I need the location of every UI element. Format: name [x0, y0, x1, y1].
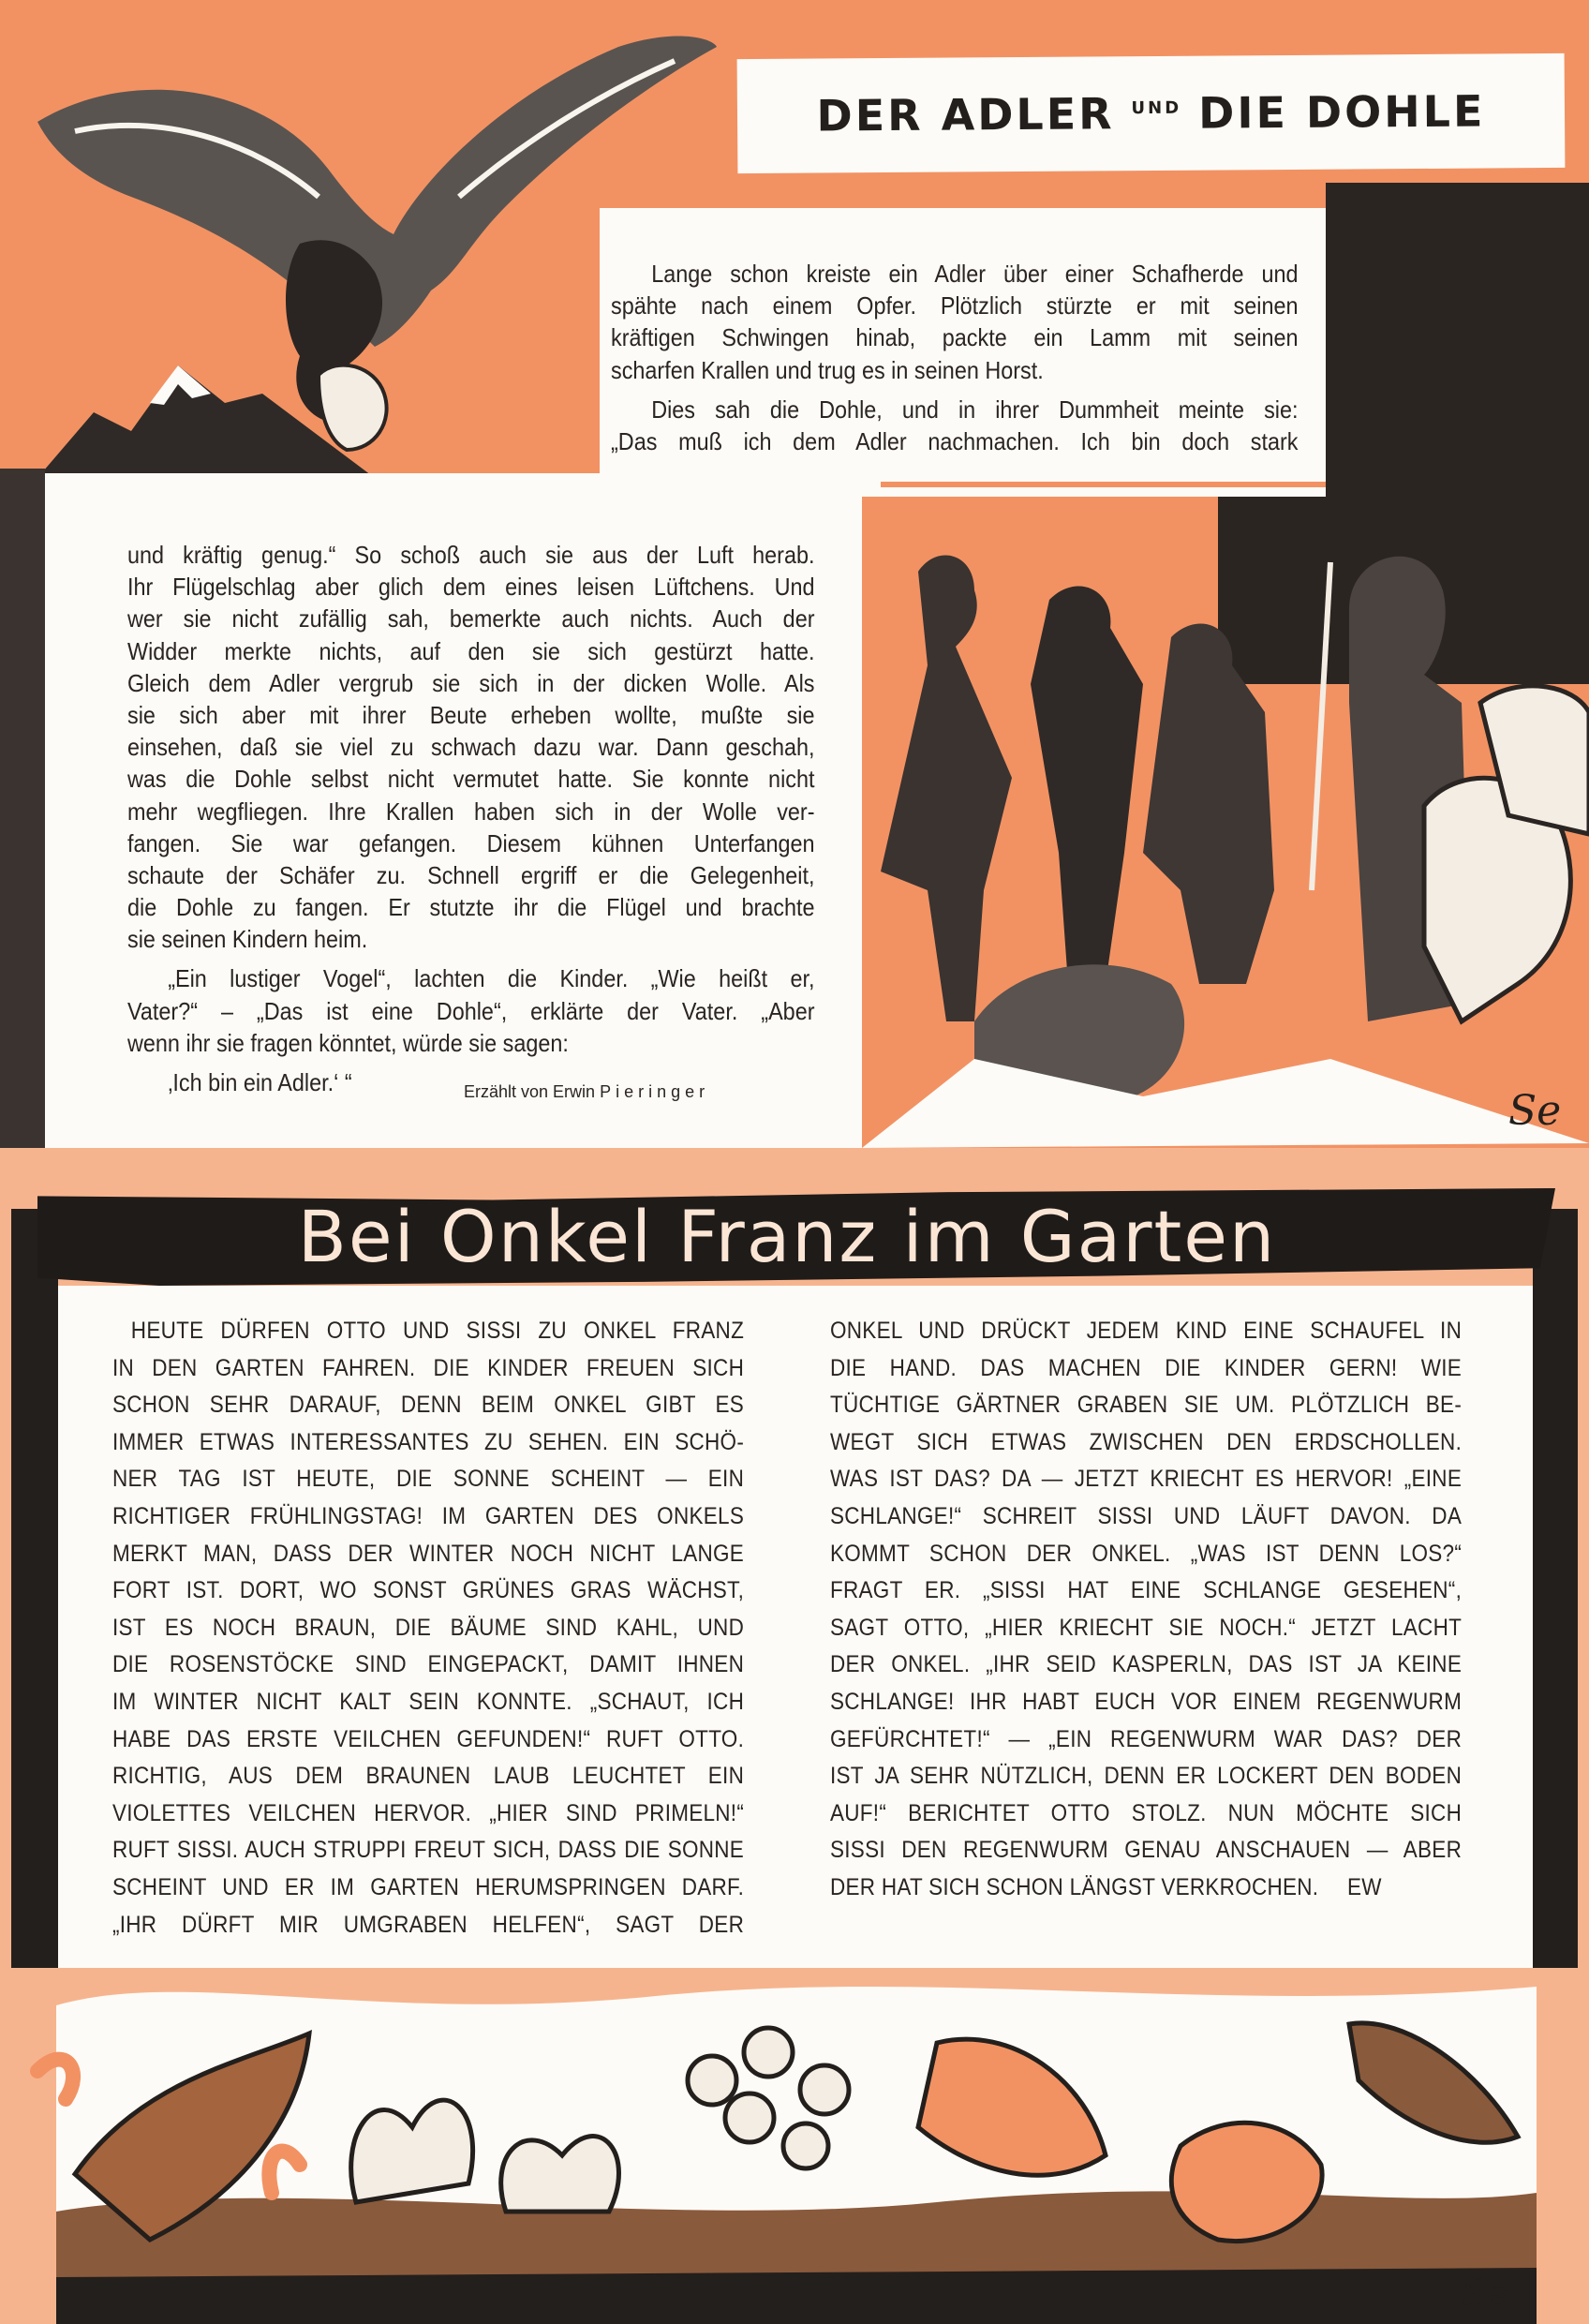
- text-line: RICHTIG, AUS DEM BRAUNEN LAUB LEUCHTET EIN: [112, 1763, 745, 1790]
- text-line: DER ONKEL. „IHR SEID KASPERLN, DAS IST JA KEINE: [830, 1651, 1463, 1678]
- text-line: „IHR DÜRFT MIR UMGRABEN HELFEN“, SAGT DER: [112, 1911, 745, 1938]
- text-line: FORT IST. DORT, WO SONST GRÜNES GRAS WÄCHST,: [112, 1577, 745, 1604]
- text-line: KOMMT SCHON DER ONKEL. „WAS IST DENN LOS?“: [830, 1540, 1463, 1567]
- text-line: IST ES NOCH BRAUN, DIE BÄUME SIND KAHL, UND: [112, 1614, 745, 1641]
- text-line: Widder merkte nichts, auf den sie sich gestürzt hatte.: [127, 636, 815, 665]
- text-line: Dies sah die Dohle, und in ihrer Dummheit meinte sie:: [651, 395, 1299, 424]
- text-line: IN DEN GARTEN FAHREN. DIE KINDER FREUEN SICH: [112, 1354, 745, 1381]
- text-line: wer sie nicht zufällig sah, bemerkte auch nichts. Auch der: [127, 604, 815, 633]
- story2-column-2: [830, 1313, 1532, 1907]
- text-line: VIOLETTES VEILCHEN HERVOR. „HIER SIND PRIMELN!“: [112, 1799, 745, 1826]
- text-line: Lange schon kreiste ein Adler über einer Schafherde und: [651, 260, 1299, 288]
- story1-author-credit: [464, 1082, 709, 1102]
- story1-title-connector: UND: [1131, 97, 1182, 118]
- illustrator-signature-bottom: Se: [1462, 2272, 1510, 2315]
- text-line-content: DER HAT SICH SCHON LÄNGST VERKROCHEN.: [830, 1873, 1319, 1900]
- story1-title-banner: [737, 53, 1566, 173]
- text-line: HEUTE DÜRFEN OTTO UND SISSI ZU ONKEL FRANZ: [130, 1318, 745, 1344]
- text-line: RICHTIGER FRÜHLINGSTAG! IM GARTEN DES ONKELS: [112, 1502, 745, 1529]
- text-line: und kräftig genug.“ So schoß auch sie aus der Luft herab.: [127, 541, 815, 569]
- text-line: SCHLANGE!“ SCHREIT SISSI UND LÄUFT DAVON. DA: [830, 1502, 1463, 1529]
- text-line: SCHON SEHR DARAUF, DENN BEIM ONKEL GIBT ES: [112, 1392, 745, 1419]
- text-line: NER TAG IST HEUTE, DIE SONNE SCHEINT — EIN: [112, 1466, 745, 1493]
- story2-signoff: EW: [1346, 1873, 1382, 1900]
- text-line: schaute der Schäfer zu. Schnell ergriff er die Gelegenheit,: [127, 860, 815, 889]
- mountain-illustration: [37, 347, 375, 478]
- text-line: fangen. Sie war gefangen. Diesem kühnen Unterfangen: [127, 828, 815, 857]
- text-line: mehr wegfliegen. Ihre Krallen haben sich in der Wolle ver-: [127, 797, 815, 826]
- story2-title: Bei Onkel Franz im Garten: [297, 1195, 1277, 1278]
- text-line: ‚Ich bin ein Adler.‘ “: [168, 1068, 352, 1096]
- text-line: WAS IST DAS? DA — JETZT KRIECHT ES HERVOR! „EINE: [830, 1466, 1463, 1493]
- text-line: HABE DAS ERSTE VEILCHEN GEFUNDEN!“ RUFT OTTO.: [112, 1725, 745, 1752]
- story1-intro-text: [611, 258, 1374, 457]
- text-line: SISSI DEN REGENWURM GENAU ANSCHAUEN — ABER: [830, 1837, 1463, 1864]
- story1-title-part2: DIE DOHLE: [1197, 85, 1486, 139]
- text-line: die Dohle zu fangen. Er stutzte ihr die Flügel und brachte: [127, 893, 815, 922]
- text-line: FRAGT ER. „SISSI HAT EINE SCHLANGE GESEHEN“,: [830, 1577, 1463, 1604]
- illustrator-signature-top: Se: [1508, 1087, 1562, 1135]
- text-line: WEGT SICH ETWAS ZWISCHEN DEN ERDSCHOLLEN.: [830, 1428, 1463, 1455]
- author-prefix: Erzählt von Erwin: [464, 1082, 596, 1101]
- text-line: AUF!“ BERICHTET OTTO STOLZ. NUN MÖCHTE SICH: [830, 1799, 1463, 1826]
- author-surname: Pieringer: [600, 1082, 710, 1101]
- text-line: sie seinen Kindern heim.: [127, 925, 368, 954]
- story2-column-1: [112, 1313, 814, 1944]
- text-line: Vater?“ – „Das ist eine Dohle“, erklärte der Vater. „Aber: [127, 996, 815, 1025]
- text-line: SCHLANGE! IHR HABT EUCH VOR EINEM REGENWURM: [830, 1688, 1463, 1715]
- left-dark-strip: [0, 469, 45, 1148]
- text-line: MERKT MAN, DASS DER WINTER NOCH NICHT LANGE: [112, 1540, 745, 1567]
- text-line: kräftigen Schwingen hinab, packte ein Lamm mit seinen: [611, 323, 1299, 352]
- text-line: SAGT OTTO, „HIER KRIECHT SIE NOCH.“ JETZT LACHT: [830, 1614, 1463, 1641]
- text-line: Gleich dem Adler vergrub sie sich in der dicken Wolle. Als: [127, 668, 815, 697]
- text-line: scharfen Krallen und trug es in seinen Horst.: [611, 355, 1044, 384]
- text-line: was die Dohle selbst nicht vermutet hatte. Sie konnte nicht: [127, 765, 815, 794]
- text-line: IM WINTER NICHT KALT SEIN KONNTE. „SCHAUT, ICH: [112, 1688, 745, 1715]
- text-line: ONKEL UND DRÜCKT JEDEM KIND EINE SCHAUFEL IN: [830, 1318, 1463, 1344]
- text-line: SCHEINT UND ER IM GARTEN HERUMSPRINGEN DARF.: [112, 1873, 745, 1900]
- text-line: TÜCHTIGE GÄRTNER GRABEN SIE UM. PLÖTZLICH BE-: [830, 1392, 1463, 1419]
- text-line: Ihr Flügelschlag aber glich dem eines leisen Lüftchens. Und: [127, 573, 815, 602]
- text-line: wenn ihr sie fragen könntet, würde sie sagen:: [127, 1028, 569, 1057]
- text-line: IST JA SEHR NÜTZLICH, DENN ER LOCKERT DEN BODEN: [830, 1763, 1463, 1790]
- text-line: RUFT SISSI. AUCH STRUPPI FREUT SICH, DASS DIE SONNE: [112, 1837, 745, 1864]
- text-line: einsehen, daß sie viel zu schwach dazu war. Dann geschah,: [127, 733, 815, 762]
- text-line: IMMER ETWAS INTERESSANTES ZU SEHEN. EIN SCHÖ-: [112, 1428, 745, 1455]
- text-line: GEFÜRCHTET!“ — „EIN REGENWURM WAR DAS? DER: [830, 1725, 1463, 1752]
- text-line: „Das muß ich dem Adler nachmachen. Ich bin doch stark: [611, 426, 1299, 455]
- text-line: spähte nach einem Opfer. Plötzlich stürzte er mit seinen: [611, 291, 1299, 320]
- text-line: DIE ROSENSTÖCKE SIND EINGEPACKT, DAMIT IHNEN: [112, 1651, 745, 1678]
- shepherd-children-illustration: [862, 497, 1589, 1148]
- story1-title-part1: DER ADLER: [816, 88, 1115, 142]
- text-line: sie sich aber mit ihrer Beute erheben wollte, mußte sie: [127, 700, 815, 729]
- story1-body-text: [127, 539, 891, 1098]
- text-line: [830, 1870, 1462, 1907]
- text-line: „Ein lustiger Vogel“, lachten die Kinder. „Wie heißt er,: [168, 964, 815, 993]
- garden-plants-illustration: [0, 1968, 1589, 2324]
- text-line: DIE HAND. DAS MACHEN DIE KINDER GERN! WIE: [830, 1354, 1463, 1381]
